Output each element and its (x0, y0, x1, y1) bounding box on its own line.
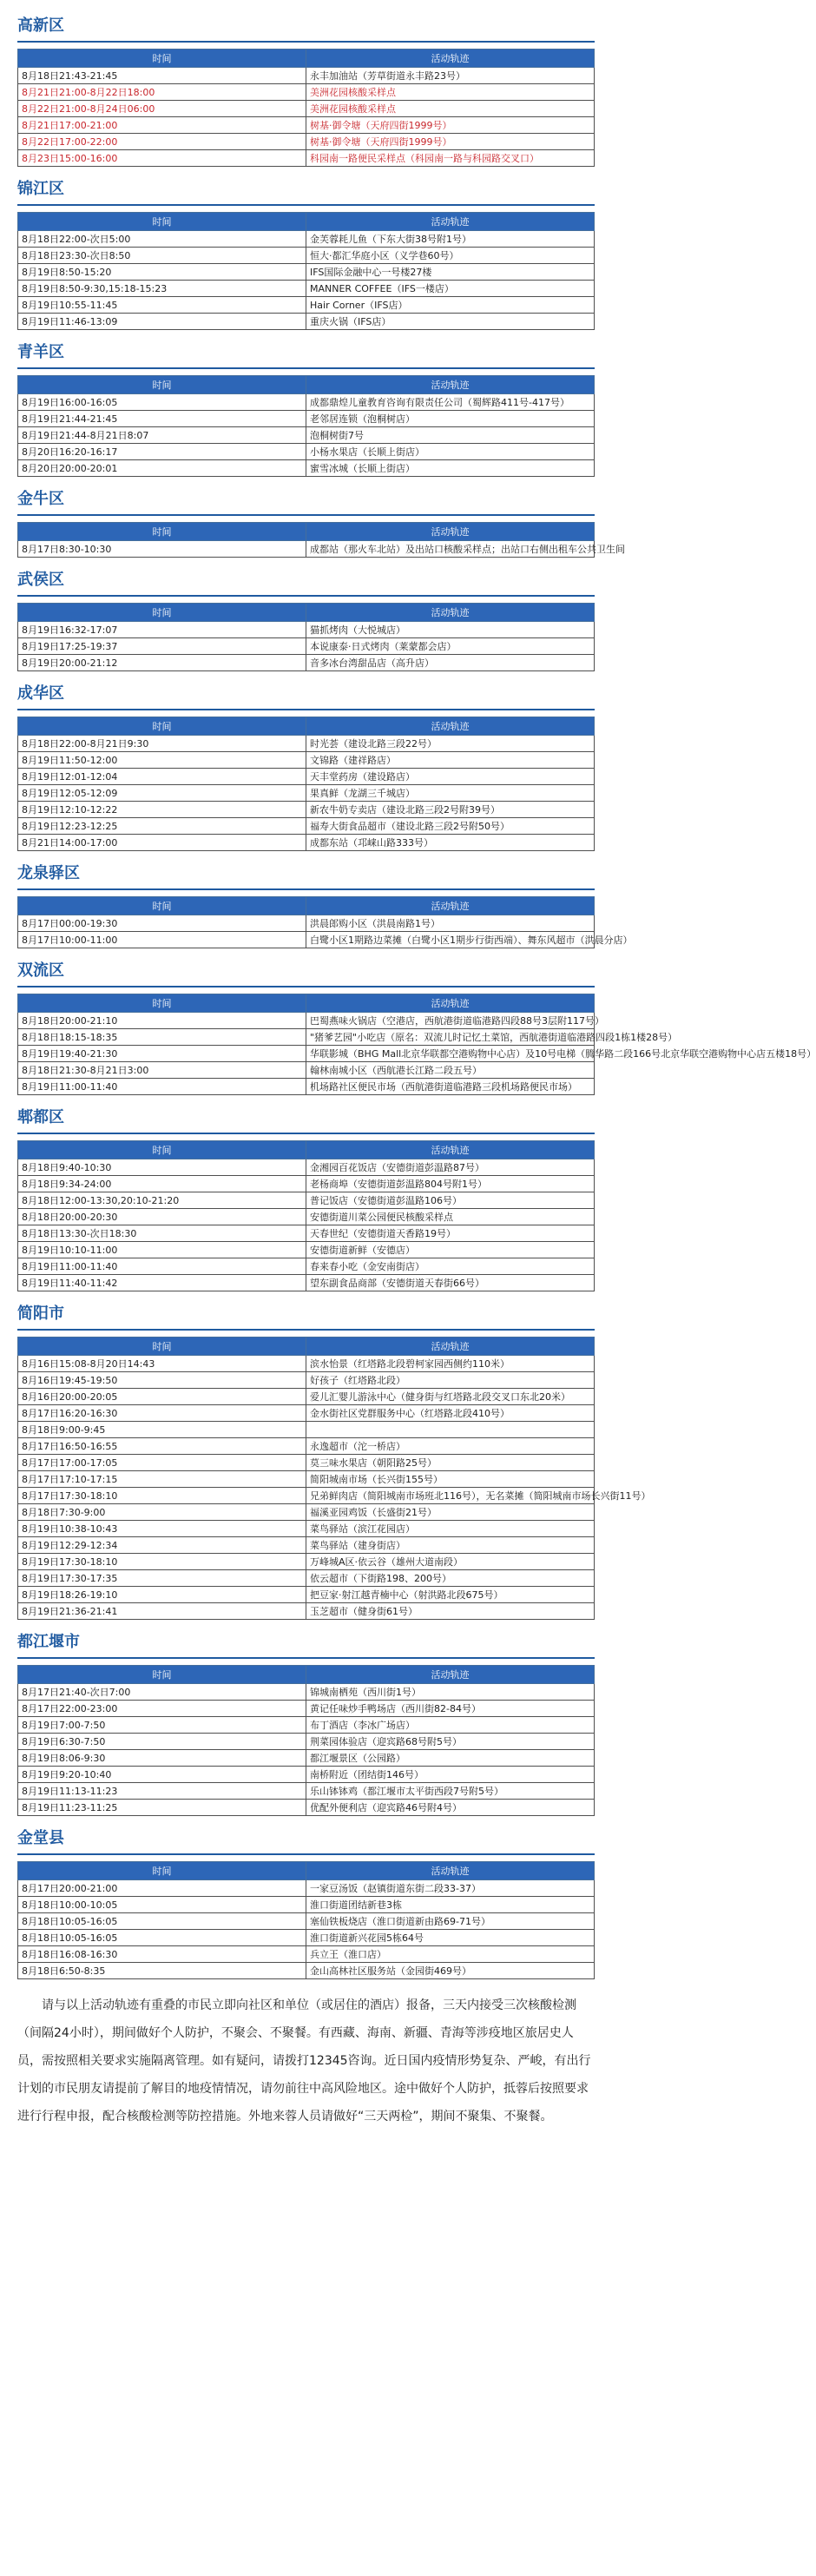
track-cell: 普记饭店（安德街道彭温路106号） (306, 1192, 595, 1209)
track-cell: 树基·御令塘（天府四街1999号） (306, 117, 595, 134)
time-cell: 8月18日9:34-24:00 (18, 1176, 306, 1192)
track-header: 活动轨迹 (306, 50, 595, 68)
track-header: 活动轨迹 (306, 1666, 595, 1684)
track-table (17, 994, 816, 1095)
note-paragraph: 请与以上活动轨迹有重叠的市民立即向社区和单位（或居住的酒店）报备，三天内接受三次核酸检测（间隔24小时），期间做好个人防护，不聚会、不聚餐。有西藏、海南、新疆、青海等涉疫地区旅居史人员，需按照相关要求实施隔离管理。如有疑问，请拨打12345咨询。近日国内疫情形势复杂、严峻，有出行计划的市民朋友请提前了解目的地疫情情况，请勿前往中高风险地区。途中做好个人防护，抵蓉后按照要求进行行程申报，配合核酸检测等防控措施。外地来蓉人员请做好“三天两检”，期间不聚集、不聚餐。 (17, 1998, 591, 2124)
table-row (18, 1079, 595, 1095)
table-row (18, 1405, 595, 1422)
table-row (18, 1897, 595, 1913)
track-cell: 依云超市（下街路198、200号） (306, 1570, 595, 1587)
table-row (18, 1356, 595, 1372)
track-cell: 把豆家·射江越青楠中心（射洪路北段675号） (306, 1587, 595, 1603)
table-row (18, 281, 595, 297)
time-cell: 8月21日21:00-8月22日18:00 (18, 84, 306, 101)
table-row (18, 1258, 595, 1275)
table-row (18, 231, 595, 248)
track-cell: 金山高林社区服务站（金园街469号） (306, 1963, 595, 1979)
track-cell: 文锦路（建祥路店） (306, 752, 595, 769)
time-cell: 8月19日12:10-12:22 (18, 802, 306, 818)
district-section (17, 859, 633, 948)
track-cell: 兄弟鲜肉店（简阳城南市场班北116号），无名菜摊（简阳城南市场长兴街11号） (306, 1488, 595, 1504)
district-title: 郫都区 (17, 1103, 595, 1134)
table-row (18, 1734, 595, 1750)
time-cell: 8月19日10:55-11:45 (18, 297, 306, 314)
table-row (18, 1013, 595, 1029)
track-cell: 万峰城A区·依云谷（雄州大道南段） (306, 1554, 595, 1570)
time-cell: 8月19日11:50-12:00 (18, 752, 306, 769)
district-section (17, 565, 595, 671)
time-cell: 8月19日12:29-12:34 (18, 1537, 306, 1554)
track-table (17, 717, 595, 851)
time-cell: 8月22日17:00-22:00 (18, 134, 306, 150)
time-cell: 8月19日10:10-11:00 (18, 1242, 306, 1258)
time-cell: 8月19日8:06-9:30 (18, 1750, 306, 1767)
district-section (17, 956, 816, 1095)
time-cell: 8月18日12:00-13:30,20:10-21:20 (18, 1192, 306, 1209)
time-cell: 8月17日21:40-次日7:00 (18, 1684, 306, 1701)
table-row (18, 835, 595, 851)
table-row (18, 736, 595, 752)
district-section (17, 1628, 595, 1816)
track-cell: IFS国际金融中心一号楼27楼 (306, 264, 595, 281)
time-cell: 8月18日20:00-20:30 (18, 1209, 306, 1225)
track-cell: 天春世纪（安德街道天香路19号） (306, 1225, 595, 1242)
time-cell: 8月19日21:44-21:45 (18, 411, 306, 427)
time-header: 时间 (18, 376, 306, 394)
track-header: 活动轨迹 (306, 1338, 595, 1356)
table-row (18, 541, 595, 558)
track-header: 活动轨迹 (306, 994, 595, 1013)
track-header: 活动轨迹 (306, 717, 595, 736)
district-title: 双流区 (17, 956, 595, 987)
table-row (18, 655, 595, 671)
time-cell: 8月19日7:00-7:50 (18, 1717, 306, 1734)
time-cell: 8月20日16:20-16:17 (18, 444, 306, 460)
table-row (18, 297, 595, 314)
track-cell: 科园南一路便民采样点（科园南一路与科园路交叉口） (306, 150, 595, 167)
table-row (18, 1422, 595, 1438)
time-cell: 8月19日12:05-12:09 (18, 785, 306, 802)
time-cell: 8月19日19:40-21:30 (18, 1046, 306, 1062)
track-header: 活动轨迹 (306, 604, 595, 622)
table-row (18, 1488, 595, 1504)
track-cell: 荆菜园体验店（迎宾路68号附5号） (306, 1734, 595, 1750)
track-cell: 春来春小吃（金安南街店） (306, 1258, 595, 1275)
table-row (18, 150, 595, 167)
time-cell: 8月17日8:30-10:30 (18, 541, 306, 558)
district-section (17, 1103, 595, 1291)
track-cell: 优配外便利店（迎宾路46号附4号） (306, 1800, 595, 1816)
track-table (17, 1337, 651, 1620)
table-row (18, 1438, 595, 1455)
track-cell: 老邻居连锁（泡桐树店） (306, 411, 595, 427)
track-table (17, 1140, 595, 1291)
table-row (18, 1471, 595, 1488)
track-cell: 黄记任味炒手鸭场店（西川街82-84号） (306, 1701, 595, 1717)
time-cell: 8月19日11:00-11:40 (18, 1079, 306, 1095)
time-header: 时间 (18, 994, 306, 1013)
track-cell: 天丰堂药房（建设路店） (306, 769, 595, 785)
table-row (18, 68, 595, 84)
table-row (18, 1242, 595, 1258)
table-row (18, 622, 595, 638)
track-cell: 洪晨郎购小区（洪晨南路1号） (306, 915, 595, 932)
track-cell: 玉芝超市（健身街61号） (306, 1603, 595, 1620)
track-cell: 塞仙铁板烧店（淮口街道新由路69-71号） (306, 1913, 595, 1930)
track-cell: 安德街道川菜公园便民核酸采样点 (306, 1209, 595, 1225)
track-header: 活动轨迹 (306, 523, 595, 541)
table-row (18, 1570, 595, 1587)
time-cell: 8月18日10:05-16:05 (18, 1930, 306, 1946)
track-cell: 果真鲜（龙湖三千城店） (306, 785, 595, 802)
track-cell: 爱儿汇婴儿游泳中心（健身街与红塔路北段交叉口东北20米） (306, 1389, 595, 1405)
track-table (17, 1861, 595, 1979)
time-cell: 8月17日10:00-11:00 (18, 932, 306, 948)
time-cell: 8月19日6:30-7:50 (18, 1734, 306, 1750)
time-cell: 8月21日14:00-17:00 (18, 835, 306, 851)
time-header: 时间 (18, 523, 306, 541)
table-row (18, 444, 595, 460)
table-row (18, 248, 595, 264)
track-cell: 淮口街道团结新巷3栋 (306, 1897, 595, 1913)
track-cell: 小杨水果店（长顺上街店） (306, 444, 595, 460)
track-cell: 布丁酒店（李冰广场店） (306, 1717, 595, 1734)
time-cell: 8月17日00:00-19:30 (18, 915, 306, 932)
track-table (17, 1665, 595, 1816)
track-cell: 树基·御令塘（天府四街1999号） (306, 134, 595, 150)
time-cell: 8月18日18:15-18:35 (18, 1029, 306, 1046)
track-header: 活动轨迹 (306, 213, 595, 231)
time-cell: 8月19日11:00-11:40 (18, 1258, 306, 1275)
time-cell: 8月18日22:00-8月21日9:30 (18, 736, 306, 752)
track-cell: 菜鸟驿站（建身街店） (306, 1537, 595, 1554)
time-cell: 8月19日16:00-16:05 (18, 394, 306, 411)
table-row (18, 932, 595, 948)
table-row (18, 1930, 595, 1946)
time-header: 时间 (18, 1141, 306, 1159)
time-cell: 8月19日12:01-12:04 (18, 769, 306, 785)
table-row (18, 818, 595, 835)
table-row (18, 101, 595, 117)
time-cell: 8月17日16:20-16:30 (18, 1405, 306, 1422)
table-row (18, 1275, 595, 1291)
track-table (17, 896, 633, 948)
district-section (17, 1824, 595, 1979)
table-row (18, 1225, 595, 1242)
track-table (17, 522, 625, 558)
track-table (17, 212, 595, 330)
track-cell: 本说康泰·日式烤肉（莱蒙都会店） (306, 638, 595, 655)
table-row (18, 802, 595, 818)
track-header: 活动轨迹 (306, 1862, 595, 1880)
track-cell: 翰林南城小区（西航港长江路二段五号） (306, 1062, 595, 1079)
track-cell: 望东副食品商部（安德街道天春街66号） (306, 1275, 595, 1291)
time-cell: 8月19日17:30-18:10 (18, 1554, 306, 1570)
table-row (18, 1029, 595, 1046)
table-row (18, 314, 595, 330)
track-cell: 福溪亚园鸡饭（长盛街21号） (306, 1504, 595, 1521)
table-row (18, 1176, 595, 1192)
table-row (18, 117, 595, 134)
district-title: 高新区 (17, 11, 595, 43)
time-cell: 8月18日7:30-9:00 (18, 1504, 306, 1521)
track-cell: 新农牛奶专卖店（建设北路三段2号附39号） (306, 802, 595, 818)
table-row (18, 1783, 595, 1800)
table-row (18, 1880, 595, 1897)
track-cell: 好孩子（红塔路北段） (306, 1372, 595, 1389)
track-cell: 乐山钵钵鸡（都江堰市太平街西段7号附5号） (306, 1783, 595, 1800)
time-cell: 8月18日20:00-21:10 (18, 1013, 306, 1029)
table-row (18, 1701, 595, 1717)
time-header: 时间 (18, 1862, 306, 1880)
district-section (17, 485, 625, 558)
track-header: 活动轨迹 (306, 897, 595, 915)
table-row (18, 915, 595, 932)
table-row (18, 1389, 595, 1405)
table-row (18, 411, 595, 427)
table-row (18, 1062, 595, 1079)
time-cell: 8月19日16:32-17:07 (18, 622, 306, 638)
district-title: 青羊区 (17, 338, 595, 369)
track-cell: 一家豆汤饭（赵镇街道东街二段33-37） (306, 1880, 595, 1897)
track-cell: 淮口街道新兴花园5栋64号 (306, 1930, 595, 1946)
district-title: 成华区 (17, 679, 595, 710)
time-cell: 8月19日18:26-19:10 (18, 1587, 306, 1603)
time-cell: 8月17日17:00-17:05 (18, 1455, 306, 1471)
time-header: 时间 (18, 604, 306, 622)
time-cell: 8月21日17:00-21:00 (18, 117, 306, 134)
district-title: 金牛区 (17, 485, 595, 516)
track-cell: 金水街社区党群服务中心（红塔路北段410号） (306, 1405, 595, 1422)
track-cell: 福寿大街食品超市（建设北路三段2号附50号） (306, 818, 595, 835)
district-title: 简阳市 (17, 1299, 595, 1331)
track-cell: 永逸超市（沱一桥店） (306, 1438, 595, 1455)
table-row (18, 1159, 595, 1176)
track-cell (306, 1422, 595, 1438)
track-cell: 南桥附近（团结街146号） (306, 1767, 595, 1783)
track-cell: Hair Corner（IFS店） (306, 297, 595, 314)
time-cell: 8月19日21:36-21:41 (18, 1603, 306, 1620)
table-row (18, 1767, 595, 1783)
time-cell: 8月19日9:20-10:40 (18, 1767, 306, 1783)
time-cell: 8月19日11:13-11:23 (18, 1783, 306, 1800)
table-row (18, 264, 595, 281)
table-row (18, 1603, 595, 1620)
track-table (17, 375, 595, 477)
time-header: 时间 (18, 717, 306, 736)
district-title: 锦江区 (17, 175, 595, 206)
time-header: 时间 (18, 1666, 306, 1684)
time-cell: 8月17日22:00-23:00 (18, 1701, 306, 1717)
time-cell: 8月19日20:00-21:12 (18, 655, 306, 671)
time-cell: 8月18日23:30-次日8:50 (18, 248, 306, 264)
time-cell: 8月22日21:00-8月24日06:00 (18, 101, 306, 117)
track-cell: 莫三味水果店（朝阳路25号） (306, 1455, 595, 1471)
table-row (18, 1209, 595, 1225)
district-section (17, 338, 595, 477)
district-title: 武侯区 (17, 565, 595, 597)
content (17, 11, 816, 1979)
track-cell: 成都东站（邛崃山路333号） (306, 835, 595, 851)
district-title: 龙泉驿区 (17, 859, 595, 890)
district-title: 都江堰市 (17, 1628, 595, 1659)
track-table (17, 603, 595, 671)
table-row (18, 1587, 595, 1603)
track-cell: 美洲花园核酸采样点 (306, 84, 595, 101)
track-header: 活动轨迹 (306, 376, 595, 394)
time-cell: 8月16日19:45-19:50 (18, 1372, 306, 1389)
table-row (18, 1046, 595, 1062)
table-row (18, 394, 595, 411)
time-cell: 8月18日21:30-8月21日3:00 (18, 1062, 306, 1079)
track-cell: 白鹭小区1期路边菜摊（白鹭小区1期步行街西端）、舞东风超市（洪晨分店） (306, 932, 595, 948)
time-cell: 8月18日21:43-21:45 (18, 68, 306, 84)
time-cell: 8月19日17:30-17:35 (18, 1570, 306, 1587)
time-cell: 8月16日20:00-20:05 (18, 1389, 306, 1405)
track-cell: 猫抓烤肉（大悦城店） (306, 622, 595, 638)
track-cell: 机场路社区便民市场（西航港街道临港路三段机场路便民市场） (306, 1079, 595, 1095)
district-title: 金堂县 (17, 1824, 595, 1855)
track-cell: 都江堰景区（公园路） (306, 1750, 595, 1767)
track-cell: 兵立王（淮口店） (306, 1946, 595, 1963)
table-row (18, 1455, 595, 1471)
track-cell: 滨水怡景（红塔路北段碧柯家园西侧约110米） (306, 1356, 595, 1372)
track-cell: 美洲花园核酸采样点 (306, 101, 595, 117)
track-cell: 金湘园百花饭店（安德街道彭温路87号） (306, 1159, 595, 1176)
time-cell: 8月19日8:50-15:20 (18, 264, 306, 281)
time-cell: 8月19日11:23-11:25 (18, 1800, 306, 1816)
table-row (18, 1504, 595, 1521)
table-row (18, 84, 595, 101)
time-cell: 8月17日17:10-17:15 (18, 1471, 306, 1488)
table-row (18, 1750, 595, 1767)
time-cell: 8月19日8:50-9:30,15:18-15:23 (18, 281, 306, 297)
table-row (18, 1800, 595, 1816)
district-section (17, 175, 595, 330)
table-row (18, 460, 595, 477)
track-cell: 音多冰台湾甜品店（高升店） (306, 655, 595, 671)
time-cell: 8月19日21:44-8月21日8:07 (18, 427, 306, 444)
track-cell: "猪爹艺园"小吃店（原名：双流儿时记忆土菜馆，西航港街道临港路四段1栋1楼28号） (306, 1029, 595, 1046)
time-cell: 8月17日17:30-18:10 (18, 1488, 306, 1504)
time-cell: 8月17日16:50-16:55 (18, 1438, 306, 1455)
time-cell: 8月19日11:46-13:09 (18, 314, 306, 330)
track-cell: 锦城南栖苑（西川街1号） (306, 1684, 595, 1701)
time-cell: 8月19日10:38-10:43 (18, 1521, 306, 1537)
time-cell: 8月18日13:30-次日18:30 (18, 1225, 306, 1242)
district-section (17, 11, 595, 167)
table-row (18, 1372, 595, 1389)
table-row (18, 1521, 595, 1537)
table-row (18, 1537, 595, 1554)
time-cell: 8月19日12:23-12:25 (18, 818, 306, 835)
track-cell: 成都站（那火车北站）及出站口核酸采样点；出站口右侧出租车公共卫生间 (306, 541, 595, 558)
table-row (18, 769, 595, 785)
track-cell: 金芙蓉耗儿鱼（下东大街38号附1号） (306, 231, 595, 248)
track-table (17, 49, 595, 167)
track-cell: 老杨商埠（安德街道彭温路804号附1号） (306, 1176, 595, 1192)
table-row (18, 1963, 595, 1979)
track-cell: 恒大·都汇华庭小区（义学巷60号） (306, 248, 595, 264)
time-cell: 8月16日15:08-8月20日14:43 (18, 1356, 306, 1372)
track-cell: 巴蜀燕味火锅店（空港店，西航港街道临港路四段88号3层附117号） (306, 1013, 595, 1029)
track-cell: 重庆火锅（IFS店） (306, 314, 595, 330)
track-cell: 菜鸟驿站（滨江花园店） (306, 1521, 595, 1537)
track-cell: 永丰加油站（芳草街道永丰路23号） (306, 68, 595, 84)
track-cell: 蜜雪冰城（长顺上街店） (306, 460, 595, 477)
track-header: 活动轨迹 (306, 1141, 595, 1159)
time-cell: 8月18日9:00-9:45 (18, 1422, 306, 1438)
time-cell: 8月23日15:00-16:00 (18, 150, 306, 167)
table-row (18, 752, 595, 769)
time-cell: 8月18日22:00-次日5:00 (18, 231, 306, 248)
time-cell: 8月19日11:40-11:42 (18, 1275, 306, 1291)
track-cell: 成都鼎煌儿童教育咨询有限责任公司（蜀辉路411号-417号） (306, 394, 595, 411)
table-row (18, 638, 595, 655)
track-cell: 华联影城（BHG Mall北京华联都空港购物中心店）及10号电梯（腾华路二段166号北京华联空港购物中心店五楼18号） (306, 1046, 595, 1062)
track-cell: 泡桐树街7号 (306, 427, 595, 444)
table-row (18, 427, 595, 444)
table-row (18, 1554, 595, 1570)
time-cell: 8月17日20:00-21:00 (18, 1880, 306, 1897)
time-cell: 8月18日16:08-16:30 (18, 1946, 306, 1963)
time-cell: 8月18日10:05-16:05 (18, 1913, 306, 1930)
time-header: 时间 (18, 1338, 306, 1356)
time-header: 时间 (18, 213, 306, 231)
time-cell: 8月19日17:25-19:37 (18, 638, 306, 655)
table-row (18, 134, 595, 150)
district-section (17, 679, 595, 851)
table-row (18, 1192, 595, 1209)
time-cell: 8月20日20:00-20:01 (18, 460, 306, 477)
table-row (18, 1684, 595, 1701)
track-cell: MANNER COFFEE（IFS一楼店） (306, 281, 595, 297)
time-cell: 8月18日9:40-10:30 (18, 1159, 306, 1176)
time-header: 时间 (18, 50, 306, 68)
table-row (18, 785, 595, 802)
time-header: 时间 (18, 897, 306, 915)
table-row (18, 1913, 595, 1930)
track-cell: 简阳城南市场（长兴街155号） (306, 1471, 595, 1488)
table-row (18, 1946, 595, 1963)
time-cell: 8月18日6:50-8:35 (18, 1963, 306, 1979)
track-cell: 时光荟（建设北路三段22号） (306, 736, 595, 752)
district-section (17, 1299, 651, 1620)
track-cell: 安德街道新鲜（安德店） (306, 1242, 595, 1258)
time-cell: 8月18日10:00-10:05 (18, 1897, 306, 1913)
table-row (18, 1717, 595, 1734)
